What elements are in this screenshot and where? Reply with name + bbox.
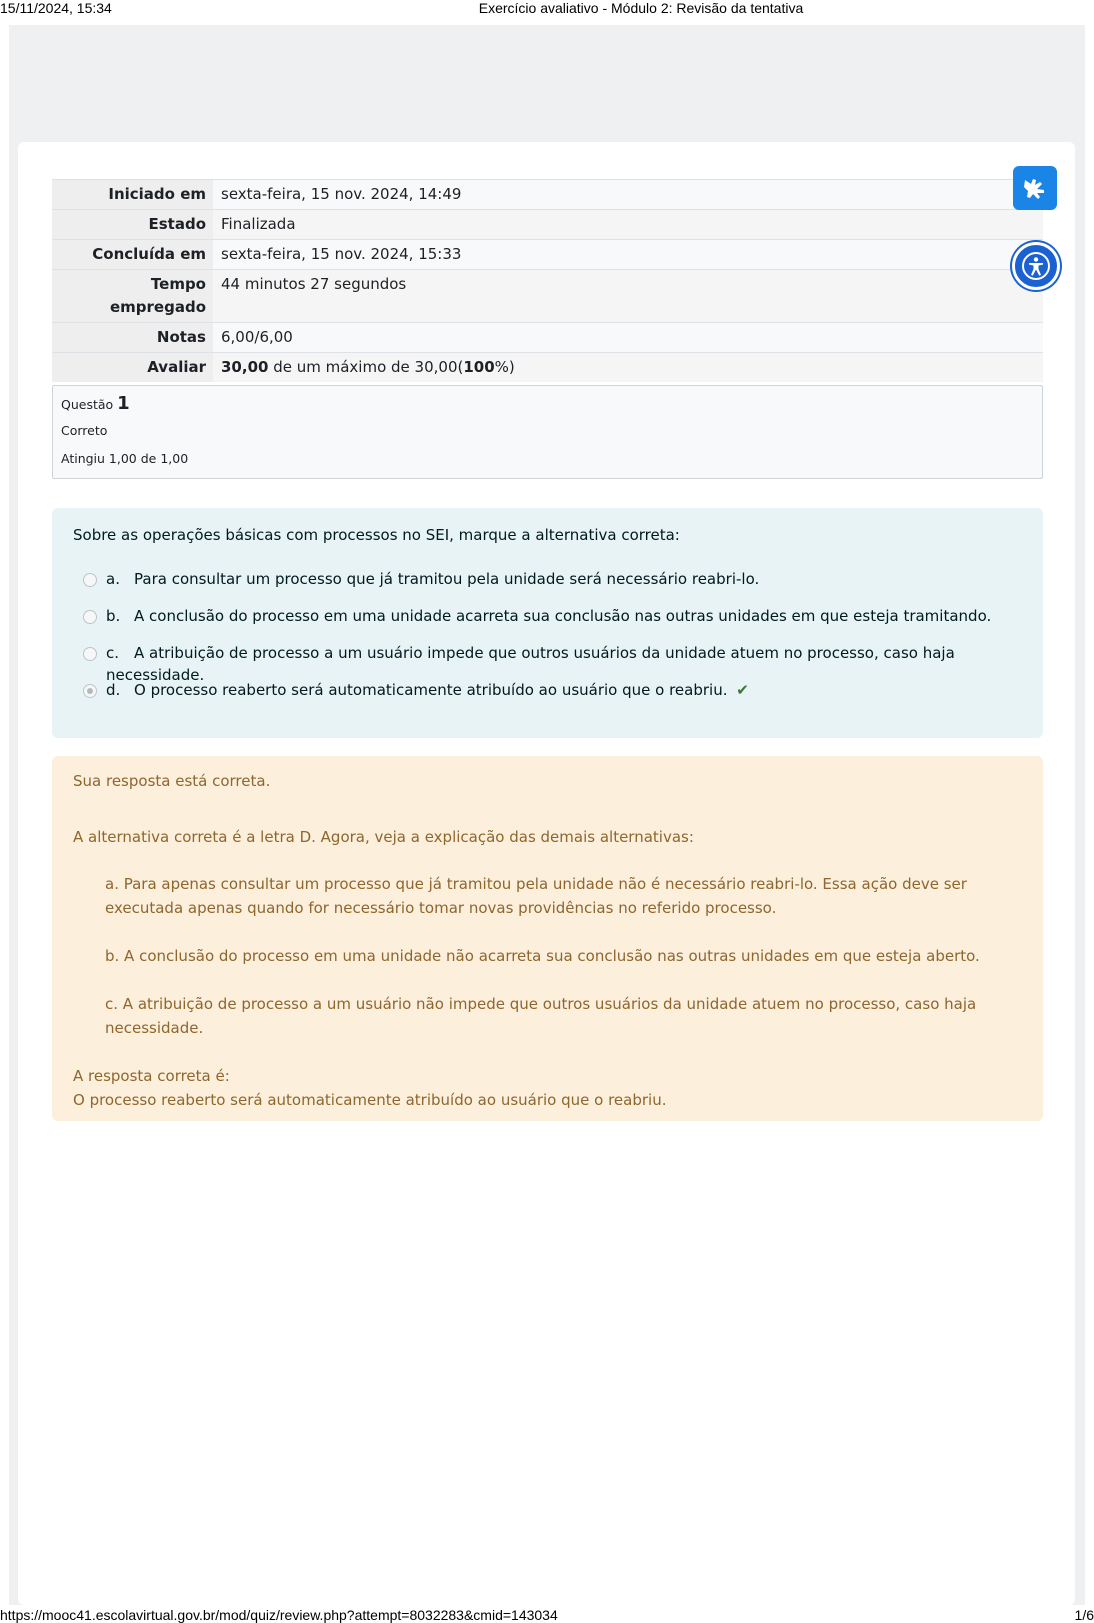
radio-button[interactable] xyxy=(83,647,97,661)
grade-percent-sign: %) xyxy=(494,358,515,376)
answer-option-b[interactable] xyxy=(73,605,1022,642)
summary-row-marks xyxy=(52,323,1043,353)
explanation-item: b. A conclusão do processo em uma unidade não acarreta sua conclusão nas outras unidades em que esteja aberto. xyxy=(105,947,980,965)
print-datetime: 15/11/2024, 15:34 xyxy=(0,0,112,16)
summary-value xyxy=(213,353,1043,383)
question-grade: Atingiu 1,00 de 1,00 xyxy=(61,451,189,466)
summary-label: Concluída em xyxy=(52,240,213,270)
attempt-summary-table xyxy=(52,179,1043,382)
answer-text: O processo reaberto será automaticamente atribuído ao usuário que o reabriu. xyxy=(134,681,728,699)
radio-button[interactable] xyxy=(83,573,97,587)
summary-label-line: empregado xyxy=(109,298,206,316)
question-number xyxy=(61,392,1034,417)
main-content xyxy=(18,142,1075,1605)
radio-button-selected[interactable] xyxy=(83,684,97,698)
question-label: Questão xyxy=(61,397,114,412)
summary-value: sexta-feira, 15 nov. 2024, 14:49 xyxy=(213,180,1043,210)
print-page-title: Exercício avaliativo - Módulo 2: Revisão da tentativa xyxy=(478,0,804,16)
print-header xyxy=(0,0,1094,18)
summary-label: Estado xyxy=(52,210,213,240)
answer-letter: a. xyxy=(106,570,120,588)
sign-language-icon xyxy=(1021,174,1049,202)
question-feedback xyxy=(52,756,1043,1121)
answer-letter: b. xyxy=(106,607,121,625)
summary-label: Notas xyxy=(52,323,213,353)
answer-letter: c. xyxy=(106,644,120,662)
right-answer-text: O processo reaberto será automaticamente atribuído ao usuário que o reabriu. xyxy=(73,1091,667,1109)
summary-label-line: Tempo xyxy=(150,275,206,293)
answer-text: A conclusão do processo em uma unidade acarreta sua conclusão nas outras unidades em que esteja tramitando. xyxy=(134,607,992,625)
feedback-result: Sua resposta está correta. xyxy=(73,772,271,790)
question-info xyxy=(52,385,1043,479)
answer-option-a[interactable] xyxy=(73,568,1022,605)
print-url: https://mooc41.escolavirtual.gov.br/mod/quiz/review.php?attempt=8032283&cmid=143034 xyxy=(0,1607,558,1623)
right-answer-label: A resposta correta é: xyxy=(73,1067,230,1085)
answer-option-d[interactable] xyxy=(73,679,1022,716)
grade-percent: 100 xyxy=(463,358,495,376)
print-footer xyxy=(0,1605,1094,1623)
summary-row-state xyxy=(52,210,1043,240)
feedback-explanations xyxy=(73,872,1022,1040)
summary-value: 44 minutos 27 segundos xyxy=(213,270,1043,323)
summary-label: Avaliar xyxy=(52,353,213,383)
accessibility-icon xyxy=(1021,251,1051,281)
check-icon: ✔ xyxy=(736,681,749,699)
summary-row-started xyxy=(52,180,1043,210)
answer-letter: d. xyxy=(106,681,121,699)
feedback-intro: A alternativa correta é a letra D. Agora, veja a explicação das demais alternativas: xyxy=(73,828,694,846)
question-text: Sobre as operações básicas com processos no SEI, marque a alternativa correta: xyxy=(73,526,680,544)
summary-value: Finalizada xyxy=(213,210,1043,240)
explanation-item: c. A atribuição de processo a um usuário não impede que outros usuários da unidade atuem no processo, caso haja necessidade. xyxy=(105,995,977,1037)
print-page-number: 1/6 xyxy=(1074,1607,1094,1623)
summary-value: 6,00/6,00 xyxy=(213,323,1043,353)
summary-value: sexta-feira, 15 nov. 2024, 15:33 xyxy=(213,240,1043,270)
summary-label: Iniciado em xyxy=(52,180,213,210)
summary-label xyxy=(52,270,213,323)
answer-text: Para consultar um processo que já tramitou pela unidade será necessário reabri-lo. xyxy=(134,570,760,588)
question-formulation xyxy=(52,508,1043,738)
summary-row-time xyxy=(52,270,1043,323)
sign-language-button[interactable] xyxy=(1013,166,1057,210)
summary-row-completed xyxy=(52,240,1043,270)
question-number-value: 1 xyxy=(117,393,130,414)
radio-button[interactable] xyxy=(83,610,97,624)
question-state: Correto xyxy=(61,423,108,438)
answer-option-c[interactable] xyxy=(73,642,1022,684)
accessibility-button[interactable] xyxy=(1012,242,1060,290)
answer-text: A atribuição de processo a um usuário impede que outros usuários da unidade atuem no processo, caso haja necessidade. xyxy=(106,644,955,684)
grade-max: de um máximo de 30,00( xyxy=(268,358,464,376)
explanation-item: a. Para apenas consultar um processo que já tramitou pela unidade não é necessário reabri-lo. Essa ação deve ser executada apenas quando for necessário tomar novas providências no referido processo. xyxy=(105,875,967,917)
grade-score: 30,00 xyxy=(221,358,269,376)
summary-row-grade xyxy=(52,353,1043,383)
